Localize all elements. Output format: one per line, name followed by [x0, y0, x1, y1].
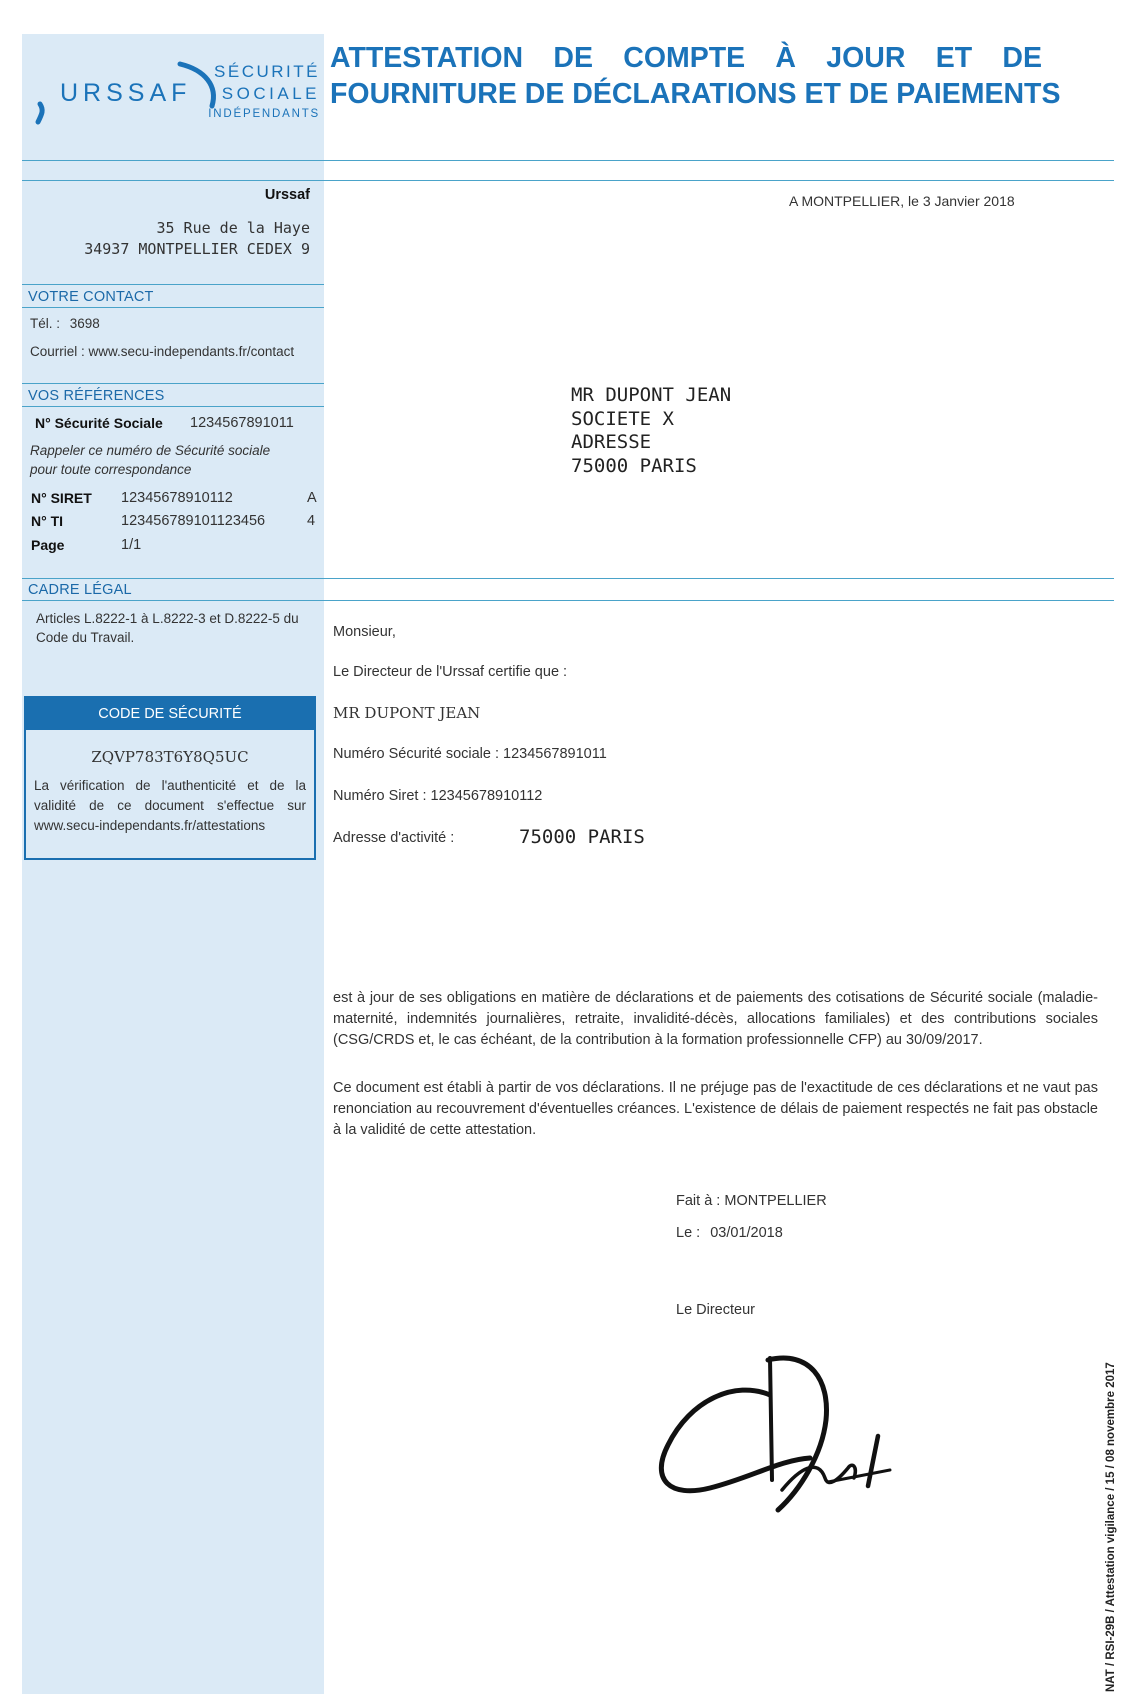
date-line: A MONTPELLIER, le 3 Janvier 2018 [789, 193, 1015, 209]
title-word: DE [553, 42, 593, 74]
ss-line: Numéro Sécurité sociale : 1234567891011 [333, 746, 607, 762]
ss-value: 1234567891011 [190, 415, 294, 431]
recipient-line-1: MR DUPONT JEAN [571, 384, 732, 406]
address-value: 75000 PARIS [519, 826, 645, 848]
form-reference: NAT / RSI-29B / Attestation vigilance / 15 / 08 novembre 2017 [1105, 1362, 1117, 1692]
signatory-title: Le Directeur [676, 1302, 755, 1318]
title-word: ATTESTATION [330, 42, 524, 74]
fait-line [676, 1193, 827, 1209]
logo-line-1: SÉCURITÉ [214, 62, 320, 81]
mail-label: Courriel : [30, 344, 85, 359]
contact-mail [30, 344, 294, 359]
title-word: JOUR [826, 42, 906, 74]
document-title-line-1 [330, 42, 1042, 75]
intro: Le Directeur de l'Urssaf certifie que : [333, 664, 568, 680]
director-signature-icon [650, 1340, 900, 1520]
security-code: ZQVP783T6Y8Q5UC [91, 748, 249, 766]
sidebar-panel [22, 34, 324, 1694]
logo-line-3: INDÉPENDANTS [208, 108, 320, 120]
security-text-2: validité de ce document s'effectue sur [34, 798, 306, 813]
fait-value: MONTPELLIER [724, 1193, 827, 1209]
certified-name: MR DUPONT JEAN [333, 704, 481, 722]
siret-key: A [307, 490, 317, 506]
siret-value: 12345678910112 [121, 490, 233, 506]
ti-value: 123456789101123456 [121, 513, 266, 529]
references-heading: VOS RÉFÉRENCES [28, 388, 165, 404]
reminder-line-1: Rappeler ce numéro de Sécurité sociale [30, 443, 271, 458]
le-line [676, 1225, 783, 1241]
siret-label: N° SIRET [31, 490, 92, 506]
page-label: Page [31, 537, 65, 553]
contact-tel [30, 316, 100, 331]
title-word: COMPTE [623, 42, 746, 74]
title-word: À [775, 42, 796, 74]
ti-key: 4 [307, 513, 316, 529]
le-value: 03/01/2018 [710, 1225, 783, 1241]
header-divider-bottom [22, 180, 1114, 181]
legal-divider-2 [22, 600, 1114, 601]
urssaf-logo [30, 56, 320, 128]
document-title-line-2: FOURNITURE DE DÉCLARATIONS ET DE PAIEMENTS [330, 78, 1061, 110]
fait-label: Fait à : [676, 1193, 721, 1209]
logo-line-2: SOCIALE [221, 84, 320, 103]
recipient-line-4: 75000 PARIS [571, 454, 697, 477]
address-label: Adresse d'activité : [333, 830, 455, 846]
paragraph-disclaimer: Ce document est établi à partir de vos déclarations. Il ne préjuge pas de l'exactitude de ces déclarations et ne vaut pas renonciation au recouvrement d'éventuelles créances. L'existence de délais de paiement respectés ne fait pas obstacle à la validité de cette attestation. [333, 1080, 1098, 1138]
contact-divider-2 [22, 307, 324, 308]
references-divider-2 [22, 406, 324, 407]
page-value: 1/1 [121, 537, 142, 553]
mail-link[interactable]: www.secu-independants.fr/contact [88, 344, 295, 359]
title-word: ET [935, 42, 973, 74]
contact-heading: VOTRE CONTACT [28, 289, 154, 305]
sender-name: Urssaf [264, 187, 310, 203]
le-label: Le : [676, 1225, 701, 1241]
security-link[interactable]: www.secu-independants.fr/attestations [34, 818, 266, 833]
security-heading: CODE DE SÉCURITÉ [26, 698, 314, 730]
recipient-block [571, 384, 731, 478]
ss-label: N° Sécurité Sociale [35, 415, 163, 431]
reminder-line-2: pour toute correspondance [30, 462, 192, 477]
legal-line-2: Code du Travail. [36, 630, 135, 645]
tel-label: Tél. : [30, 316, 61, 331]
sender-city: 34937 MONTPELLIER CEDEX 9 [84, 240, 310, 258]
recipient-line-3: ADRESSE [571, 431, 652, 453]
legal-divider [22, 578, 1114, 579]
header-divider-top [22, 160, 1114, 161]
recipient-line-2: SOCIETE X [571, 407, 674, 430]
siret-line: Numéro Siret : 12345678910112 [333, 788, 543, 804]
salutation: Monsieur, [333, 624, 396, 640]
logo-urssaf-text: URSSAF [60, 79, 192, 107]
security-text-1: La vérification de l'authenticité et de la [34, 778, 306, 793]
sender-street: 35 Rue de la Haye [156, 219, 310, 237]
paragraph-obligations: est à jour de ses obligations en matière de déclarations et de paiements des cotisations de Sécurité sociale (maladie-maternité, indemnités journalières, retraite, invalidité-décès, allocations familiales) et des contributions sociales (CSG/CRDS et, le cas échéant, de la contribution à la formation professionnelle CFP) au 30/09/2017. [333, 990, 1098, 1048]
references-divider [22, 383, 324, 384]
ti-label: N° TI [31, 513, 64, 529]
legal-line-1: Articles L.8222-1 à L.8222-3 et D.8222-5 du [36, 611, 299, 626]
legal-heading: CADRE LÉGAL [28, 582, 132, 598]
title-word: DE [1002, 42, 1042, 74]
security-box [24, 696, 316, 860]
tel-value: 3698 [69, 316, 100, 331]
contact-divider [22, 284, 324, 285]
